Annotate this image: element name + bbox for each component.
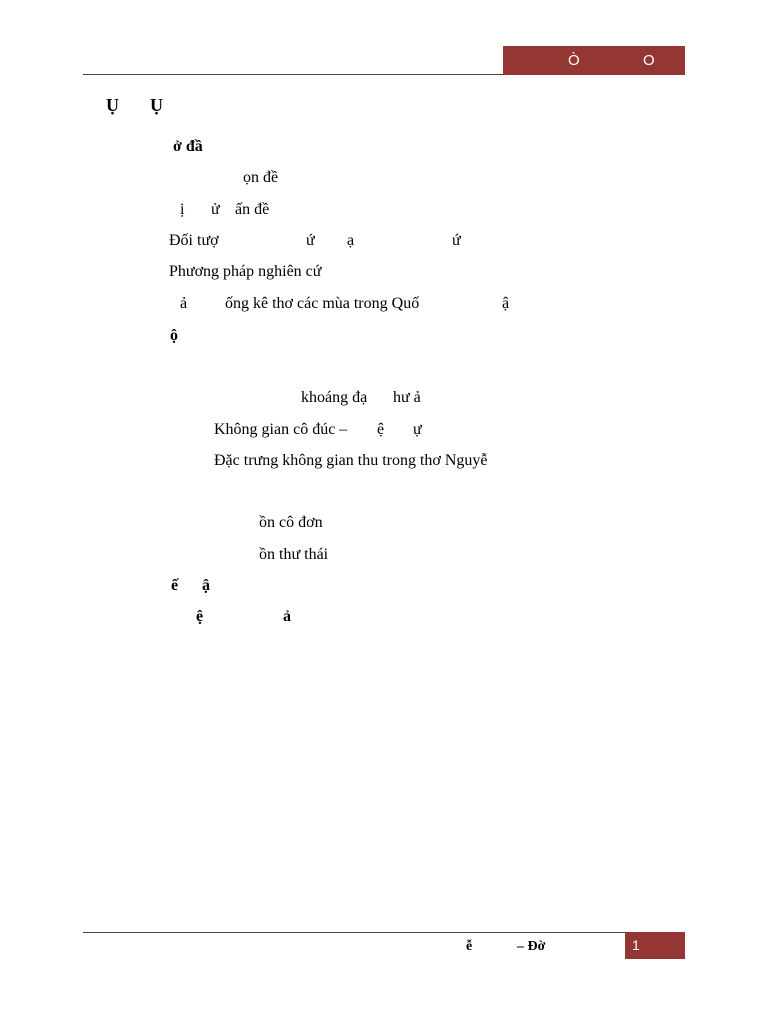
header-label-1: Ò: [568, 52, 580, 69]
toc-entry[interactable]: ộ: [170, 327, 178, 344]
toc-entry[interactable]: ồn cô đơn: [259, 514, 323, 531]
toc-entry[interactable]: Đặc trưng không gian thu trong thơ Nguyễ: [214, 452, 488, 469]
page-title-part-1: Ụ: [106, 95, 119, 115]
header-label-2: O: [643, 52, 655, 69]
footer-text-2: – Đờ: [517, 939, 546, 954]
toc-entry[interactable]: ồn thư thái: [259, 546, 329, 563]
page-number: 1: [632, 937, 640, 953]
toc-entry[interactable]: ở đầ: [173, 138, 203, 155]
toc-entry[interactable]: ọn đề: [243, 169, 279, 186]
page-number-badge: [625, 932, 685, 959]
header-banner: [503, 46, 685, 75]
footer-text-1: ễ: [466, 939, 473, 954]
page-title-part-2: Ụ: [150, 95, 163, 115]
footer-rule: [83, 932, 685, 933]
toc-entry[interactable]: Phương pháp nghiên cứ: [169, 263, 322, 280]
